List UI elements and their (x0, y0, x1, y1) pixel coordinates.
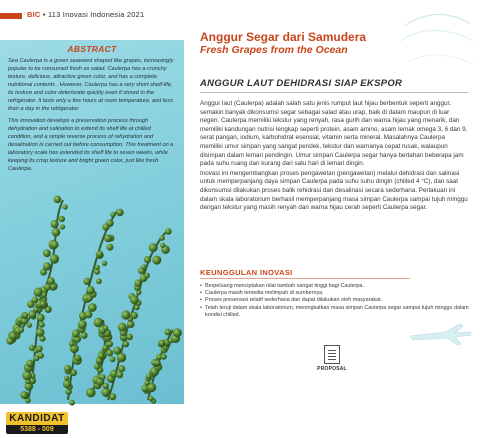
proposal-label: PROPOSAL (317, 366, 347, 372)
header-bar (0, 10, 210, 24)
candidate-badge (6, 412, 68, 438)
abstract-paragraph-2: This innovation develops a preservation process through dehydration and salination to extend its shelf life at chilled condition, and a simple reverse process of rehydration and desalination is carried out before consumption. This treatment on a laboratory scale has extended its shelf life to seven weeks, while keeping its crisp texture and bright green color, just like fresh Caulerpa. (8, 118, 174, 172)
header-bullet: • (42, 10, 46, 19)
list-item: • Proses preservasi relatif sederhana dan dapat dilakukan oleh masyarakat. (200, 297, 470, 304)
title-block (200, 30, 472, 56)
proposal-badge (317, 345, 347, 372)
page-subtitle: Fresh Grapes from the Ocean (200, 44, 348, 56)
candidate-code: 5388 - 009 (6, 425, 68, 434)
body-paragraph-1: Anggur laut (Caulerpa) adalah salah satu jenis rumput laut hijau berbentuk seperti anggur, semakin banyak dikonsumsi segar sebagai salad atau urap, baik di dalam maupun di luar negeri. Caulerpa memiliki tekstur yang renyah, rasa gurih dan warna hijau yang menarik, dan memiliki kandungan nutrisi lengkap seperti protein, asam amino, asam lemak omega 3, 6 dan 9, serat pangan, iodium, karbohidrat esensial, vitamin serta mineral. Masalahnya Caulerpa memiliki umur simpan yang sangat pendek, tekstur dan warnanya cepat rusak, walaupun disimpan dalam lemari pendingin. Umur simpan Caulerpa segar hanya bertahan beberapa jam pada suhu ruang dan kurang dari satu hari di lemari dingin. (200, 100, 468, 168)
advantages-list (200, 283, 470, 319)
section-title: ANGGUR LAUT DEHIDRASI SIAP EKSPOR (200, 78, 403, 89)
seaweed-image (8, 190, 184, 404)
airplane-icon (405, 318, 475, 348)
abstract-title: ABSTRACT (67, 44, 117, 54)
header-issue: 113 Inovasi Indonesia 2021 (47, 10, 145, 19)
page-title: Anggur Segar dari Samudera (200, 30, 367, 44)
abstract-panel (0, 40, 184, 433)
advantages-title: KEUNGGULAN INOVASI (200, 268, 293, 277)
abstract-paragraph-1: Sea Caulerpa is a green seaweed shaped like grapes, increasingly popular to be consumed fresh as salad. Caulerpa has a crunchy texture, delicious, attractive green color, and has a complete nutritional contents . However, Caulerpa has a very short shelf-life, its texture and color deteriorate quickly even if stored in the refrigerator. It lasts only a few hours at room temperature, and less than a day in the refrigerator. (8, 58, 174, 112)
list-item: • Caulerpa masih tersedia melimpah di sumbernya. (200, 290, 470, 297)
advantages-underline (200, 278, 410, 279)
list-item: • Berpeluang menciptakan nilai tambah sangat tinggi bagi Caulerpa. (200, 283, 470, 290)
body-text (200, 100, 468, 214)
body-paragraph-2: Inovasi ini mengembangkan proses pengawetan (pengawetan) melalui dehidrasi dan salinasi untuk memperpanjang daya simpan Caulerpa pada suhu suhu dingin (chilled 4 °C), dan saat dikonsumsi dilakukan proses balik rehidrasi dan desalinasi secara sederhana. Perlakuan ini dalam skala laboratorium berhasil memperpanjang masa simpan Caulerpa sampai tujuh minggu dengan tekstur yang masih renyah dan warna hijau cerah seperti Caulerpa segar. (200, 169, 468, 212)
section-divider (200, 92, 468, 93)
document-icon (324, 345, 340, 364)
abstract-text (8, 57, 176, 177)
header-text (27, 10, 144, 19)
list-item: • Telah teruji dalam skala laboratorium, meningkatkan masa simpan Caulerpa segar sampai tujuh minggu dalam kondisi chilled. (200, 305, 470, 319)
header-brand: BIC (27, 10, 41, 19)
header-accent-strip (0, 13, 22, 19)
candidate-label: KANDIDAT (6, 412, 68, 425)
